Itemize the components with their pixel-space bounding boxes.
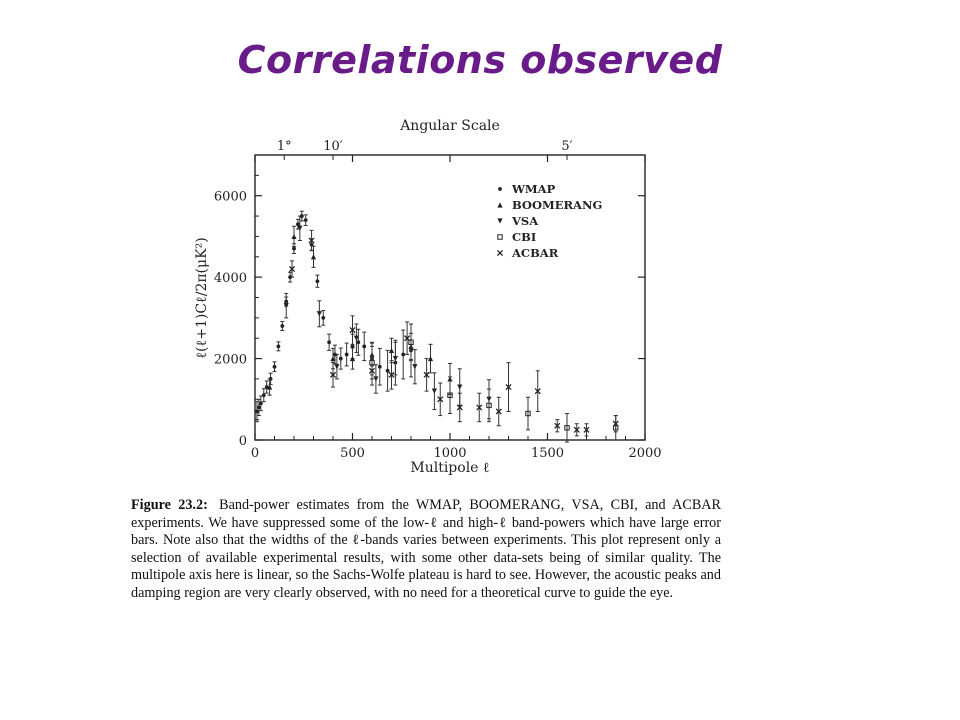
top-tick-label: 10′ bbox=[323, 139, 343, 154]
series-boomerang bbox=[267, 226, 453, 395]
series-acbar bbox=[289, 230, 618, 436]
data-point bbox=[432, 389, 437, 394]
x-tick-label: 0 bbox=[250, 446, 260, 461]
data-point bbox=[497, 202, 502, 207]
data-point bbox=[378, 365, 382, 369]
data-point bbox=[257, 406, 261, 410]
data-point bbox=[255, 410, 259, 414]
data-point bbox=[321, 316, 325, 320]
series-wmap bbox=[255, 211, 413, 421]
cmb-power-spectrum-chart bbox=[180, 110, 700, 475]
data-point bbox=[356, 340, 360, 344]
figure-label: Figure 23.2: bbox=[131, 497, 208, 513]
top-tick-label: 1° bbox=[276, 139, 292, 154]
axis-layer bbox=[214, 139, 662, 461]
x-tick-label: 2000 bbox=[628, 446, 662, 461]
legend-label: WMAP bbox=[512, 182, 556, 196]
legend bbox=[497, 182, 602, 260]
figure-caption bbox=[131, 497, 721, 603]
data-point bbox=[317, 311, 322, 316]
data-point bbox=[428, 356, 433, 361]
data-point bbox=[304, 218, 308, 222]
data-point bbox=[277, 344, 281, 348]
data-point bbox=[273, 365, 277, 369]
legend-label: VSA bbox=[512, 214, 539, 228]
data-point bbox=[401, 353, 405, 357]
y-tick-label: 0 bbox=[238, 434, 247, 449]
y-tick-label: 4000 bbox=[213, 271, 247, 287]
legend-label: ACBAR bbox=[512, 246, 559, 260]
data-point bbox=[393, 356, 398, 361]
data-point bbox=[334, 364, 339, 369]
data-point bbox=[373, 376, 378, 381]
data-point bbox=[386, 369, 390, 373]
data-point bbox=[280, 324, 284, 328]
x-axis-label: Multipole ℓ bbox=[410, 460, 490, 475]
data-point bbox=[497, 218, 502, 223]
y-tick-label: 2000 bbox=[213, 352, 247, 368]
data-point bbox=[291, 234, 296, 239]
data-point bbox=[339, 357, 343, 361]
data-point bbox=[498, 187, 502, 191]
data-point bbox=[345, 353, 349, 357]
data-point bbox=[412, 364, 417, 369]
slide-title: Correlations observed bbox=[237, 38, 723, 82]
data-point bbox=[296, 222, 300, 226]
x-tick-label: 1000 bbox=[433, 446, 467, 461]
data-point bbox=[262, 393, 266, 397]
data-layer bbox=[255, 211, 618, 442]
y-axis-label: ℓ(ℓ+1)Cℓ/2π(μK²) bbox=[194, 237, 210, 359]
x-tick-label: 1500 bbox=[530, 446, 565, 461]
figure-caption-text: Band-power estimates from the WMAP, BOOMERANG, VSA, CBI, and ACBAR experiments. We have suppressed some of the low-ℓ and high-ℓ band-powers which have large error bars. Note also that the widths of the ℓ-bands varies between experiments. This plot represent only a selection of available experimental results, with some other data-sets being of similar quality. The multipole axis here is linear, so the Sachs-Wolfe plateau is hard to see. However, the acoustic peaks and damping region are very clearly observed, with no need for a theoretical curve to guide the eye. bbox=[131, 497, 722, 601]
data-point bbox=[292, 247, 296, 251]
y-tick-label: 6000 bbox=[213, 189, 247, 205]
top-axis-label: Angular Scale bbox=[400, 118, 500, 134]
legend-label: CBI bbox=[512, 230, 537, 244]
data-point bbox=[362, 344, 366, 348]
data-point bbox=[457, 384, 462, 389]
x-tick-label: 500 bbox=[340, 446, 365, 461]
data-point bbox=[327, 340, 331, 344]
data-point bbox=[316, 279, 320, 283]
data-point bbox=[311, 254, 316, 259]
legend-label: BOOMERANG bbox=[512, 198, 603, 212]
data-point bbox=[498, 235, 502, 239]
data-point bbox=[497, 250, 502, 255]
data-point bbox=[389, 348, 394, 353]
top-tick-label: 5′ bbox=[561, 139, 573, 154]
